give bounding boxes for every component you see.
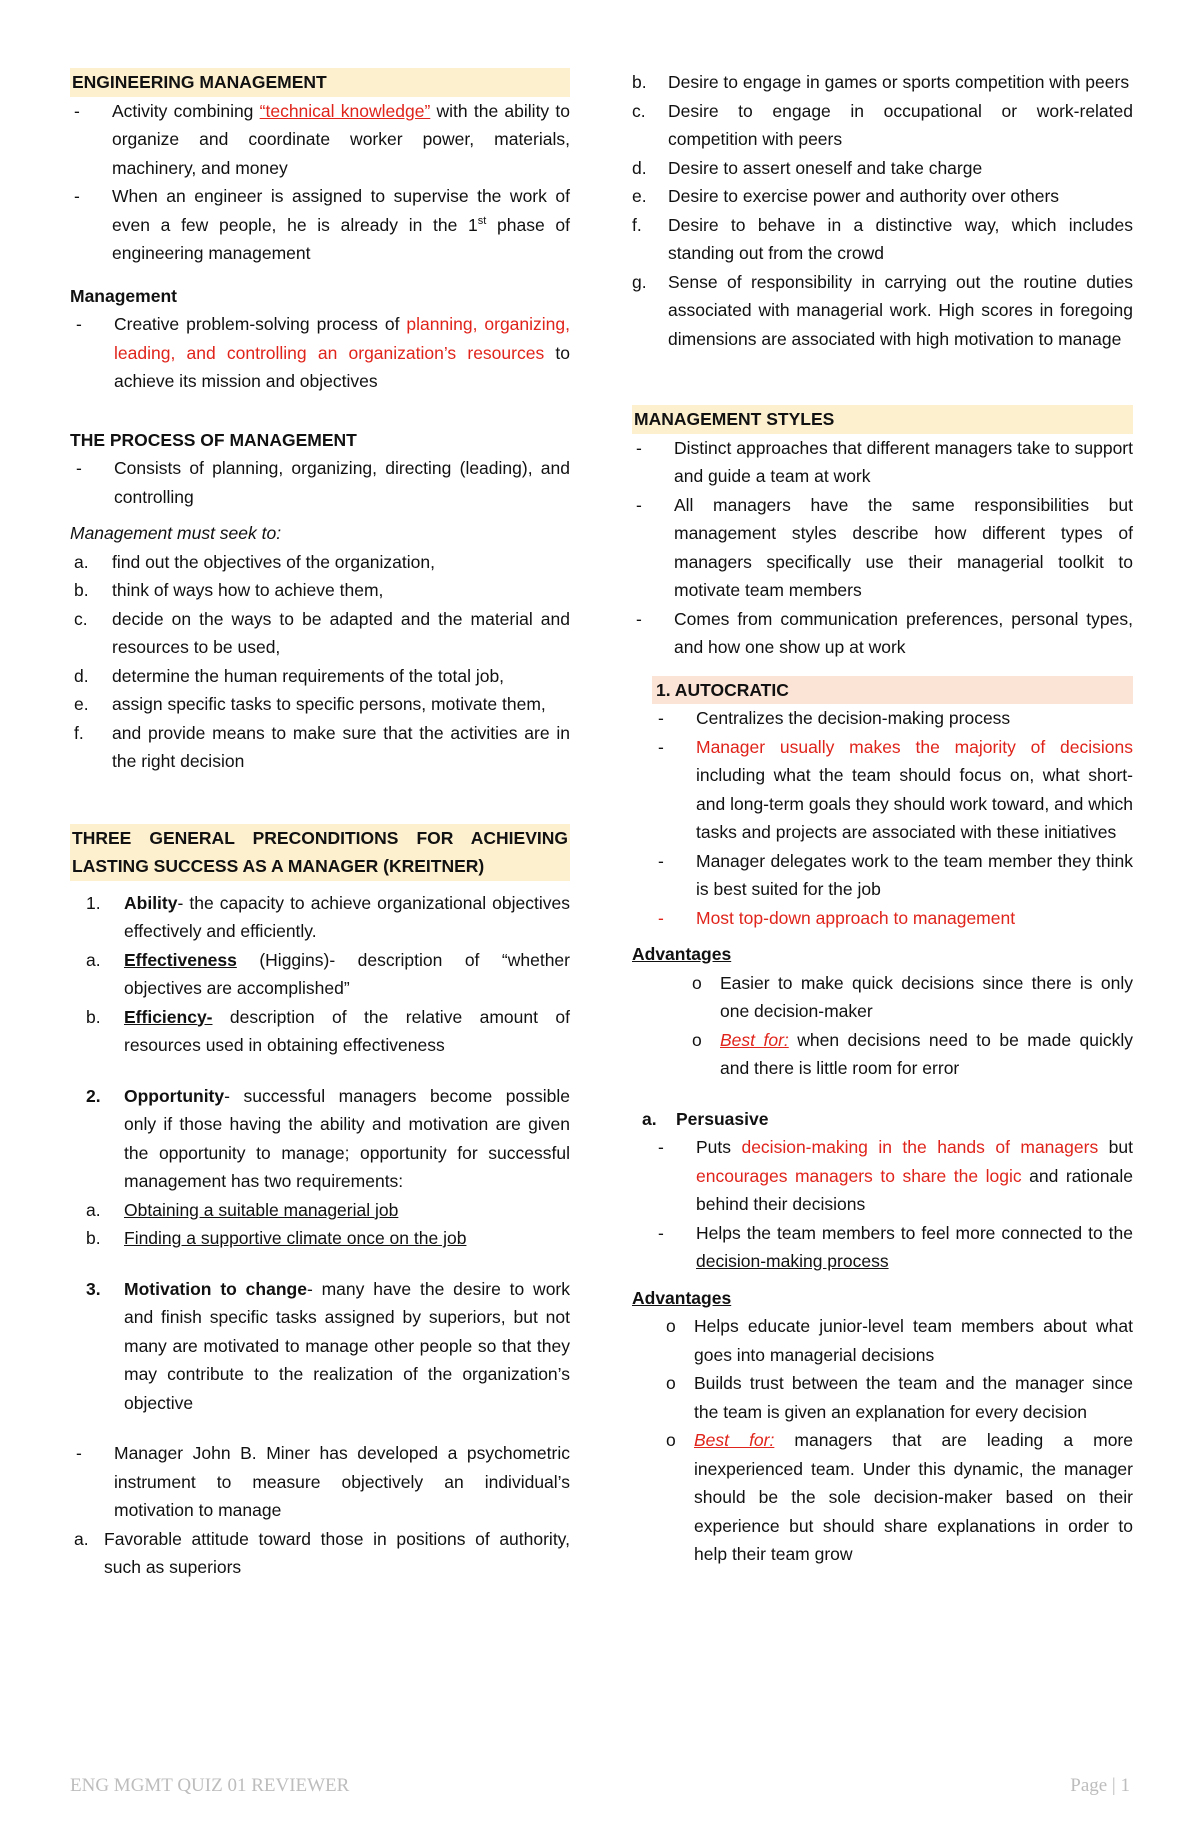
list-item: o Best for: managers that are leading a more inexperienced team. Under this dynamic, the manager should be the sole decision-maker based on their experience but should share explanations in order to help their team grow bbox=[666, 1430, 1133, 1564]
list-item: a. find out the objectives of the organization, bbox=[74, 551, 435, 572]
list-item: o Best for: when decisions need to be made quickly and there is little room for error bbox=[692, 1029, 1133, 1078]
list-item: b. Efficiency- description of the relative amount of resources used in obtaining effectiveness bbox=[86, 1006, 570, 1055]
list-item: f. and provide means to make sure that the activities are in the right decision bbox=[74, 722, 570, 771]
list-item: - Puts decision-making in the hands of managers but encourages managers to share the logic and rationale behind their decisions bbox=[658, 1137, 1133, 1214]
section-heading-three-preconditions: THREE GENERAL PRECONDITIONS FOR ACHIEVING LASTING SUCCESS AS A MANAGER (KREITNER) bbox=[70, 824, 570, 881]
list-item: - Manager delegates work to the team member they think is best suited for the job bbox=[658, 850, 1133, 899]
list-item: - Manager John B. Miner has developed a psychometric instrument to measure objectively an individual’s motivation to manage bbox=[76, 1443, 570, 1520]
list-item: c. decide on the ways to be adapted and the material and resources to be used, bbox=[74, 608, 570, 657]
list-item: - When an engineer is assigned to supervise the work of even a few people, he is already in the 1st phase of engineering management bbox=[74, 186, 571, 263]
subheading-advantages: Advantages bbox=[632, 944, 732, 964]
subheading-seek: Management must seek to: bbox=[70, 523, 282, 543]
list-item: f. Desire to behave in a distinctive way, which includes standing out from the crowd bbox=[632, 214, 1133, 263]
list-item: e. assign specific tasks to specific persons, motivate them, bbox=[74, 694, 546, 714]
list-item: a. Obtaining a suitable managerial job bbox=[86, 1199, 399, 1220]
seek-list bbox=[70, 548, 570, 776]
left-column bbox=[70, 68, 570, 1582]
list-item: o Builds trust between the team and the manager since the team is given an explanation for every decision bbox=[666, 1373, 1133, 1422]
list-item: - Manager usually makes the majority of decisions including what the team should focus on, what short- and long-term goals they should work toward, and which tasks and projects are associated with these initiatives bbox=[658, 736, 1133, 842]
list-item: - Comes from communication preferences, personal types, and how one show up at work bbox=[636, 608, 1133, 657]
list-item: a. Favorable attitude toward those in positions of authority, such as superiors bbox=[74, 1528, 570, 1577]
subheading-autocratic: 1. AUTOCRATIC bbox=[632, 676, 1133, 705]
precondition-motivation: 3. Motivation to change- many have the desire to work and finish specific tasks assigned by superiors, but not many are motivated to manage other people so that they may contribute to the realization of the organization’s objective bbox=[86, 1278, 571, 1413]
list-item: a. Effectiveness (Higgins)- description of “whether objectives are accomplished” bbox=[86, 949, 570, 998]
precondition-ability: 1. Ability- the capacity to achieve organizational objectives effectively and efficiently. bbox=[86, 892, 570, 941]
list-item: g. Sense of responsibility in carrying out the routine duties associated with managerial work. High scores in foregoing dimensions are associated with high motivation to manage bbox=[632, 271, 1133, 349]
section-heading-process: THE PROCESS OF MANAGEMENT bbox=[70, 429, 357, 450]
styles-list bbox=[632, 434, 1133, 662]
list-item: o Easier to make quick decisions since there is only one decision-maker bbox=[692, 972, 1133, 1021]
section-heading-engineering-management: ENGINEERING MANAGEMENT bbox=[70, 68, 570, 97]
list-item: c. Desire to engage in occupational or work-related competition with peers bbox=[632, 100, 1133, 149]
subheading-persuasive: a. Persuasive bbox=[642, 1108, 769, 1129]
list-item: - Creative problem-solving process of planning, organizing, leading, and controlling an organization’s resources to achieve its mission and objectives bbox=[76, 314, 570, 391]
precondition-opportunity: 2. Opportunity- successful managers become possible only if those having the ability and motivation are given the opportunity to manage; opportunity for successful management has two requirements: bbox=[86, 1085, 570, 1191]
right-column bbox=[632, 68, 1133, 1569]
list-item: - Distinct approaches that different managers take to support and guide a team at work bbox=[636, 437, 1133, 486]
subheading-advantages: Advantages bbox=[632, 1287, 732, 1308]
list-item: - Helps the team members to feel more connected to the decision-making process bbox=[658, 1222, 1133, 1271]
list-item: d. Desire to assert oneself and take charge bbox=[632, 157, 983, 178]
list-item: d. determine the human requirements of the total job, bbox=[74, 665, 505, 686]
list-item: e. Desire to exercise power and authority over others bbox=[632, 186, 1060, 206]
list-item: - Most top-down approach to management bbox=[658, 907, 1016, 928]
list-item: b. think of ways how to achieve them, bbox=[74, 580, 384, 600]
list-item: - Centralizes the decision-making process bbox=[658, 708, 1011, 728]
list-item: - All managers have the same responsibilities but management styles describe how different types of managers specifically use their managerial toolkit to motivate team members bbox=[636, 494, 1133, 600]
page-number: Page | 1 bbox=[1070, 1775, 1130, 1796]
list-item: o Helps educate junior-level team members about what goes into managerial decisions bbox=[666, 1316, 1133, 1365]
section-heading-management-styles: MANAGEMENT STYLES bbox=[632, 405, 1133, 434]
list-item: - Consists of planning, organizing, directing (leading), and controlling bbox=[76, 458, 570, 507]
subheading-management: Management bbox=[70, 285, 177, 306]
footer-title: ENG MGMT QUIZ 01 REVIEWER bbox=[70, 1775, 350, 1796]
miner-list bbox=[632, 68, 1133, 353]
list-item: b. Desire to engage in games or sports competition with peers bbox=[632, 72, 1130, 92]
list-item: b. Finding a supportive climate once on the job bbox=[86, 1228, 467, 1248]
list-item: - Activity combining “technical knowledge” with the ability to organize and coordinate worker power, materials, machinery, and money bbox=[74, 100, 571, 178]
